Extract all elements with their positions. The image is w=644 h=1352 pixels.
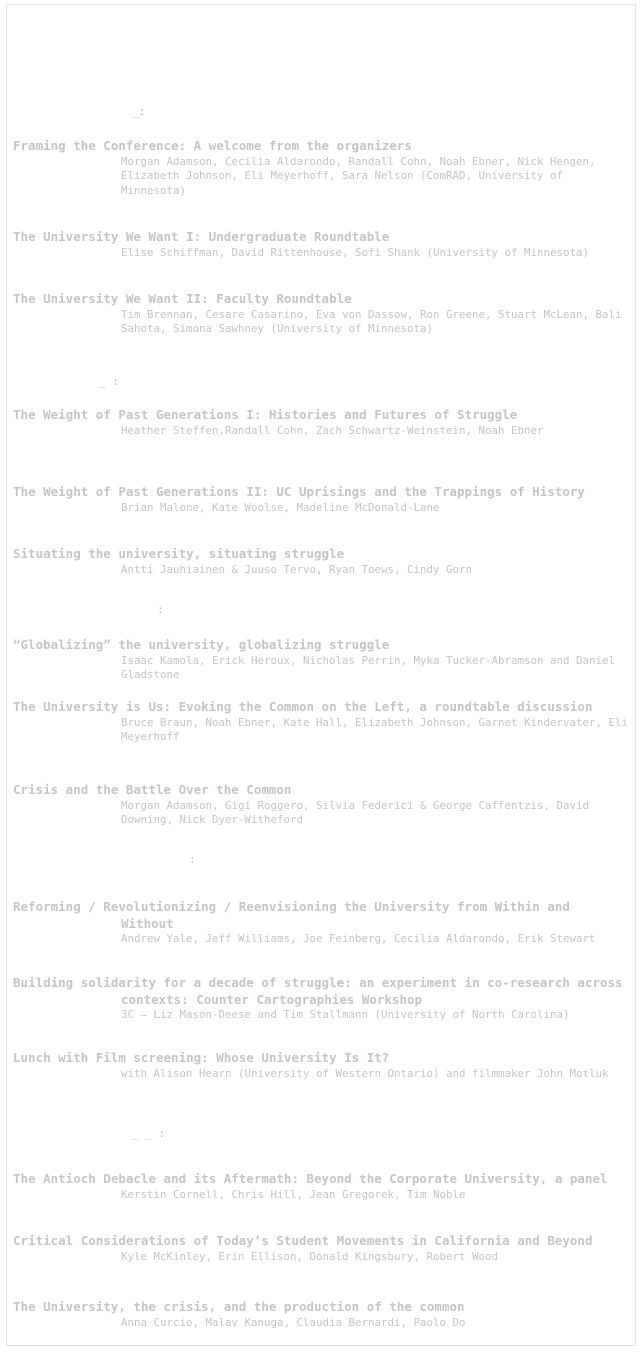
session-title: Building solidarity for a decade of struggle: an experiment in co-research across contexts: Counter Cartographies Workshop <box>13 975 623 1007</box>
session-title: The University We Want II: Faculty Roundtable <box>13 291 352 306</box>
session-6 <box>13 546 629 577</box>
session-15 <box>13 1299 629 1330</box>
session-presenters: Antti Jauhiainen & Juuso Tervo, Ryan Toews, Cindy Gorn <box>121 562 473 576</box>
session-title: Framing the Conference: A welcome from the organizers <box>13 138 412 153</box>
session-presenters: Tim Brennan, Cesare Casarino, Eva von Dassow, Ron Greene, Stuart McLean, Bali Sahota, Simona Sawhney (University of Minnesota) <box>121 307 622 335</box>
session-title: Reforming / Revolutionizing / Reenvisioning the University from Within and Without <box>13 899 570 931</box>
session-7 <box>13 637 629 683</box>
session-presenters: Heather Steffen,Randall Cohn, Zach Schwartz-Weinstein, Noah Ebner <box>121 423 544 437</box>
session-12 <box>13 1050 629 1081</box>
session-14 <box>13 1233 629 1264</box>
session-13 <box>13 1171 629 1202</box>
session-4 <box>13 407 629 438</box>
session-presenters: Brian Malone, Kate Woolse, Madeline McDonald-Lane <box>121 500 440 514</box>
session-presenters: Elise Schiffman, David Rittenhouse, Sofi Shank (University of Minnesota) <box>121 245 590 259</box>
session-title: Lunch with Film screening: Whose University Is It? <box>13 1050 390 1065</box>
session-2 <box>13 229 629 260</box>
program-page <box>6 4 636 1346</box>
session-title: The University is Us: Evoking the Common on the Left, a roundtable discussion <box>13 699 593 714</box>
session-11 <box>13 975 629 1023</box>
section-mark-4: : <box>189 853 196 866</box>
session-title: The Weight of Past Generations I: Histories and Futures of Struggle <box>13 407 518 422</box>
session-10 <box>13 899 629 947</box>
session-presenters: 3C — Liz Mason-Deese and Tim Stallmann (University of North Carolina) <box>121 1008 570 1021</box>
section-mark-1: _: <box>132 105 146 118</box>
session-title: Situating the university, situating struggle <box>13 546 345 561</box>
session-presenters: Isaac Kamola, Erick Heroux, Nicholas Perrin, Myka Tucker-Abramson and Daniel Gladstone <box>121 653 616 681</box>
session-presenters: Bruce Braun, Noah Ebner, Kate Hall, Elizabeth Johnson, Garnet Kindervater, Eli Meyerhoff <box>121 715 629 743</box>
session-3 <box>13 291 629 337</box>
session-presenters: Kyle McKinley, Erin Ellison, Donald Kingsbury, Robert Wood <box>121 1249 499 1263</box>
session-title: The University We Want I: Undergraduate Roundtable <box>13 229 390 244</box>
session-5 <box>13 484 629 515</box>
session-presenters: Morgan Adamson, Gigi Roggero, Silvia Federici & George Caffentzis, David Downing, Nick Dyer-Witheford <box>121 798 590 826</box>
section-mark-5: _ _ : <box>132 1127 166 1140</box>
section-mark-2: _ : <box>99 375 119 388</box>
session-8 <box>13 699 629 745</box>
session-title: The Antioch Debacle and its Aftermath: Beyond the Corporate University, a panel <box>13 1171 608 1186</box>
session-title: Critical Considerations of Today’s Student Movements in California and Beyond <box>13 1233 593 1248</box>
session-presenters: Kerstin Cornell, Chris Hill, Jean Gregorek, Tim Noble <box>121 1187 466 1201</box>
session-9 <box>13 782 629 828</box>
session-presenters: Morgan Adamson, Cecilia Aldarondo, Randall Cohn, Noah Ebner, Nick Hengen, Elizabeth Johnson, Eli Meyerhoff, Sara Nelson (ComRAD, University of Minnesota) <box>121 154 596 197</box>
session-presenters: with Alison Hearn (University of Western Ontario) and filmmaker John Motluk <box>121 1066 609 1080</box>
section-mark-3: : <box>157 603 164 616</box>
session-title: Crisis and the Battle Over the Common <box>13 782 292 797</box>
session-presenters: Anna Curcio, Malav Kanuga, Claudia Bernardi, Paolo Do <box>121 1315 466 1329</box>
session-1 <box>13 138 629 198</box>
session-title: “Globalizing” the university, globalizing struggle <box>13 637 390 652</box>
session-title: The Weight of Past Generations II: UC Uprisings and the Trappings of History <box>13 484 585 499</box>
session-presenters: Andrew Yale, Jeff Williams, Joe Feinberg, Cecilia Aldarondo, Erik Stewart <box>121 932 596 945</box>
session-title: The University, the crisis, and the production of the common <box>13 1299 465 1314</box>
